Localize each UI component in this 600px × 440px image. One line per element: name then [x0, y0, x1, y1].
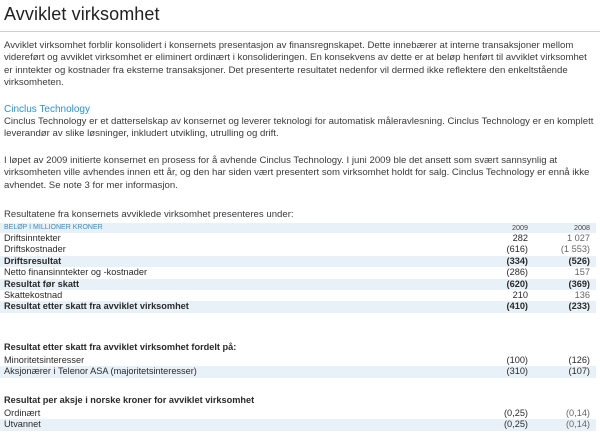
row-value-2008: (369) — [532, 279, 596, 290]
table-row — [0, 267, 596, 278]
table-row — [0, 419, 596, 430]
row-label: Skattekostnad — [4, 290, 63, 301]
allocation-table — [0, 355, 596, 378]
row-label: Driftsresultat — [0, 256, 470, 267]
row-value-2009: (620) — [470, 279, 532, 290]
row-label: Ordinært — [4, 408, 41, 418]
table-row — [0, 408, 596, 419]
allocation-heading: Resultat etter skatt fra avviklet virksomhet fordelt på: — [4, 342, 237, 352]
row-label: Aksjonærer i Telenor ASA (majoritetsinteresser) — [0, 366, 470, 377]
table-row — [0, 244, 596, 255]
row-value-2009: (410) — [470, 301, 532, 312]
row-label: Driftsinntekter — [4, 233, 61, 243]
row-value-2008: (526) — [532, 256, 596, 267]
row-label: Utvannet — [0, 419, 470, 430]
section-paragraph-2: I løpet av 2009 initierte konsernet en prosess for å avhende Cinclus Technology. I juni 2009 ble det ansett som svært sannsynlig at virksomheten ville avhendes innen ett år, og den har siden vært presentert som virksomhet holdt for salg. Cinclus Technology er ennå ikke avhendet. Se note 3 for mer informasjon. — [4, 155, 590, 191]
row-label: Minoritetsinteresser — [4, 355, 85, 365]
row-value-2009: (310) — [470, 366, 532, 377]
title-divider — [0, 31, 600, 32]
row-value-2008: (0,14) — [565, 408, 590, 418]
table-row — [0, 366, 596, 377]
header-label: BELØP I MILLIONER KRONER — [0, 223, 470, 233]
row-value-2008: (126) — [568, 355, 590, 365]
table-row — [0, 256, 596, 267]
per-share-heading: Resultat per aksje i norske kroner for avviklet virksomhet — [4, 395, 255, 405]
row-value-2009: (0,25) — [470, 419, 532, 430]
table-row — [0, 233, 596, 244]
section-paragraph-1: Cinclus Technology er et datterselskap av konsernet og leverer teknologi for automatisk måleravlesning. Cinclus Technology er en komplett leverandør av slike løsninger, inkludert utvikling, utrulling og drift. — [4, 116, 594, 140]
row-value-2009: 210 — [512, 290, 528, 301]
row-value-2008: 157 — [574, 267, 590, 278]
row-value-2009: (334) — [470, 256, 532, 267]
table-header-row — [0, 223, 596, 233]
table-row — [0, 301, 596, 312]
page-title: Avviklet virksomhet — [4, 4, 160, 24]
row-label: Netto finansinntekter og -kostnader — [4, 267, 147, 278]
results-intro: Resultatene fra konsernets avviklede virksomhet presenteres under: — [4, 209, 294, 220]
table-row — [0, 290, 596, 301]
table-row — [0, 355, 596, 366]
results-table — [0, 223, 596, 313]
row-label: Resultat etter skatt fra avviklet virksomhet — [0, 301, 470, 312]
table-row — [0, 279, 596, 290]
row-label: Driftskostnader — [4, 244, 66, 255]
row-value-2008: (0,14) — [532, 419, 596, 430]
row-value-2008: (107) — [532, 366, 596, 377]
section-heading: Cinclus Technology — [4, 104, 90, 115]
row-value-2008: 136 — [574, 290, 590, 301]
row-value-2009: (0,25) — [503, 408, 528, 418]
row-value-2008: (233) — [532, 301, 596, 312]
header-year-2008: 2008 — [532, 223, 596, 233]
per-share-table — [0, 408, 596, 431]
intro-paragraph: Avviklet virksomhet forblir konsolidert i konsernets presentasjon av finansregnskapet. Dette innebærer at interne transaksjoner mellom videreført og avviklet virksomhet er eliminert ordinært i konsolideringen. En konsekvens av dette er at beløp henført til avviklet virksomhet er inntekter og kostnader fra eksterne transaksjoner. Det presenterte resultatet nedenfor vil dermed ikke reflektere den enkeltstående virksomheten. — [4, 40, 587, 89]
row-label: Resultat før skatt — [0, 279, 470, 290]
row-value-2009: (100) — [506, 355, 528, 365]
row-value-2009: 282 — [512, 233, 528, 243]
row-value-2008: (1 553) — [560, 244, 590, 255]
row-value-2009: (286) — [506, 267, 528, 278]
row-value-2008: 1 027 — [567, 233, 590, 243]
row-value-2009: (616) — [506, 244, 528, 255]
header-year-2009: 2009 — [470, 223, 532, 233]
